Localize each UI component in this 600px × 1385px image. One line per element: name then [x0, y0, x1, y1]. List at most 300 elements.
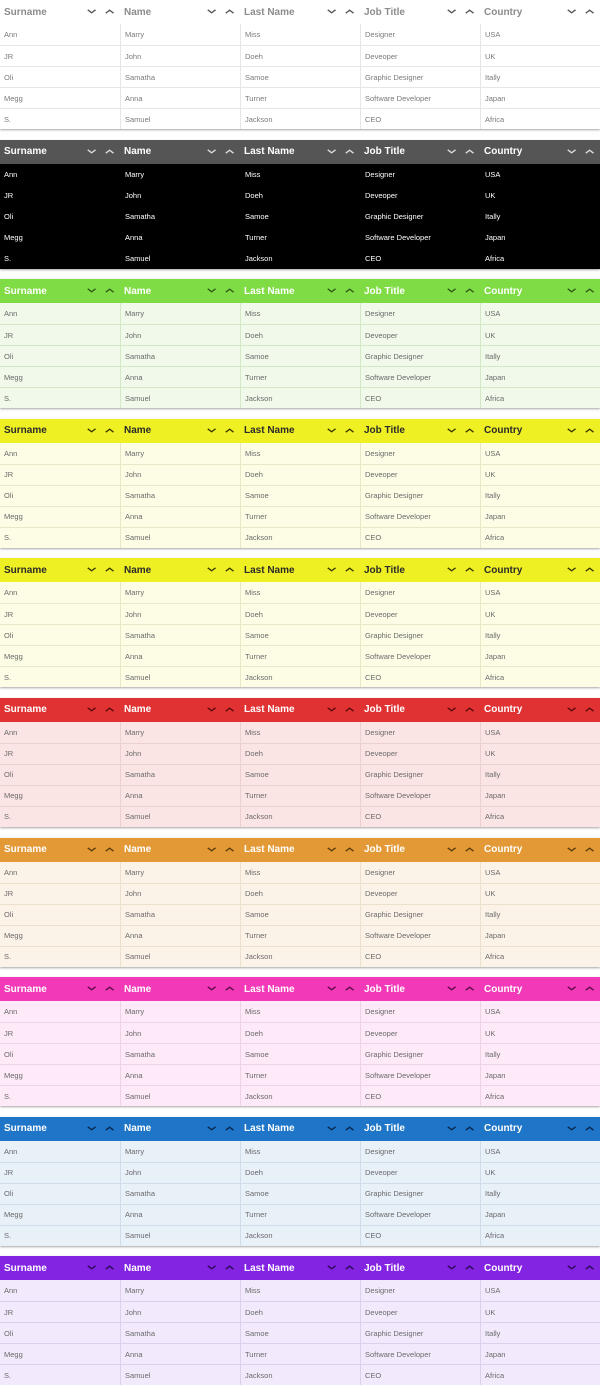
column-header-last-name[interactable] — [240, 558, 360, 582]
table-cell-job-title: Deveoper — [360, 744, 480, 764]
column-header-last-name[interactable] — [240, 1117, 360, 1141]
column-header-name[interactable] — [120, 419, 240, 443]
chevron-down-icon[interactable] — [562, 1124, 580, 1134]
table-body — [0, 24, 600, 129]
column-header-label: Job Title — [364, 285, 405, 297]
chevron-down-icon[interactable] — [322, 845, 340, 855]
table-cell-surname: Ann — [4, 867, 18, 877]
column-header-country[interactable] — [480, 279, 600, 303]
column-header-last-name[interactable] — [240, 419, 360, 443]
table-row[interactable] — [0, 1364, 600, 1385]
chevron-up-icon[interactable] — [100, 845, 118, 855]
table-row[interactable] — [0, 1064, 600, 1085]
chevron-down-icon[interactable] — [442, 565, 460, 575]
chevron-down-icon[interactable] — [202, 1263, 220, 1273]
table-cell-country: Africa — [480, 1226, 600, 1246]
table-cell-last-name: Doeh — [240, 186, 360, 206]
table-row[interactable] — [0, 227, 600, 248]
column-header-label: Job Title — [364, 1262, 405, 1274]
chevron-up-icon[interactable] — [100, 7, 118, 17]
column-header-job-title[interactable] — [360, 279, 480, 303]
chevron-down-icon[interactable] — [82, 1124, 100, 1134]
column-header-name[interactable] — [120, 698, 240, 722]
table-row[interactable] — [0, 1322, 600, 1343]
table-row[interactable] — [0, 806, 600, 827]
chevron-up-icon[interactable] — [100, 565, 118, 575]
chevron-down-icon[interactable] — [322, 1263, 340, 1273]
table-cell-name: Anna — [120, 926, 240, 946]
table-cell-name: Samuel — [120, 1086, 240, 1106]
chevron-up-icon[interactable] — [580, 845, 598, 855]
column-header-surname[interactable] — [0, 698, 120, 722]
chevron-up-icon[interactable] — [580, 286, 598, 296]
chevron-up-icon[interactable] — [580, 1124, 598, 1134]
table-row[interactable] — [0, 743, 600, 764]
table-cell-country: USA — [480, 443, 600, 464]
chevron-up-icon[interactable] — [220, 984, 238, 994]
table-cell-job-title: Graphic Designer — [360, 905, 480, 925]
column-header-country[interactable] — [480, 0, 600, 24]
column-header-job-title[interactable] — [360, 977, 480, 1001]
table-cell-country: Itally — [480, 905, 600, 925]
column-header-surname[interactable] — [0, 1117, 120, 1141]
table-cell-country: USA — [480, 862, 600, 883]
chevron-down-icon[interactable] — [82, 426, 100, 436]
table-row[interactable] — [0, 1043, 600, 1064]
data-table-purple — [0, 1256, 600, 1385]
table-cell-last-name: Turner — [240, 367, 360, 387]
column-header-surname[interactable] — [0, 0, 120, 24]
table-row[interactable] — [0, 527, 600, 548]
column-header-last-name[interactable] — [240, 838, 360, 862]
chevron-down-icon[interactable] — [562, 565, 580, 575]
chevron-up-icon[interactable] — [340, 705, 358, 715]
table-cell-last-name: Jackson — [240, 109, 360, 129]
chevron-down-icon[interactable] — [442, 286, 460, 296]
table-row[interactable] — [0, 1343, 600, 1364]
table-row[interactable] — [0, 108, 600, 129]
table-cell-surname: JR — [4, 1168, 14, 1178]
chevron-up-icon[interactable] — [100, 147, 118, 157]
chevron-down-icon[interactable] — [202, 7, 220, 17]
table-cell-name: John — [120, 186, 240, 206]
chevron-down-icon[interactable] — [202, 705, 220, 715]
table-cell-country: Japan — [480, 926, 600, 946]
table-body — [0, 1001, 600, 1106]
table-cell-country: Japan — [480, 367, 600, 387]
table-body — [0, 164, 600, 269]
column-header-label: Country — [484, 6, 523, 18]
column-header-surname[interactable] — [0, 279, 120, 303]
table-row[interactable] — [0, 206, 600, 227]
table-row[interactable] — [0, 925, 600, 946]
table-cell-last-name: Jackson — [240, 1365, 360, 1385]
table-row[interactable] — [0, 1001, 600, 1022]
table-cell-country: UK — [480, 1163, 600, 1183]
table-row[interactable] — [0, 1141, 600, 1162]
table-row[interactable] — [0, 1301, 600, 1322]
chevron-up-icon[interactable] — [580, 705, 598, 715]
table-cell-name: Anna — [120, 646, 240, 666]
column-header-label: Job Title — [364, 983, 405, 995]
table-row[interactable] — [0, 603, 600, 624]
chevron-down-icon[interactable] — [322, 7, 340, 17]
chevron-up-icon[interactable] — [340, 147, 358, 157]
table-row[interactable] — [0, 443, 600, 464]
column-header-country[interactable] — [480, 838, 600, 862]
table-cell-country: Japan — [480, 507, 600, 527]
chevron-down-icon[interactable] — [442, 984, 460, 994]
chevron-up-icon[interactable] — [220, 705, 238, 715]
chevron-down-icon[interactable] — [82, 147, 100, 157]
table-row[interactable] — [0, 624, 600, 645]
column-header-last-name[interactable] — [240, 1256, 360, 1280]
chevron-down-icon[interactable] — [562, 7, 580, 17]
table-cell-name: John — [120, 604, 240, 624]
column-header-label: Last Name — [244, 704, 295, 716]
column-header-label: Country — [484, 844, 523, 856]
table-row[interactable] — [0, 324, 600, 345]
chevron-down-icon[interactable] — [322, 426, 340, 436]
table-row[interactable] — [0, 387, 600, 408]
column-header-last-name[interactable] — [240, 977, 360, 1001]
column-header-job-title[interactable] — [360, 698, 480, 722]
table-cell-last-name: Samoe — [240, 346, 360, 366]
chevron-down-icon[interactable] — [322, 984, 340, 994]
table-row[interactable] — [0, 722, 600, 743]
table-cell-surname: Megg — [4, 512, 23, 522]
column-header-country[interactable] — [480, 1117, 600, 1141]
table-row[interactable] — [0, 485, 600, 506]
data-table-blue — [0, 1117, 600, 1246]
table-cell-job-title: Deveoper — [360, 325, 480, 345]
table-cell-job-title: Deveoper — [360, 46, 480, 66]
chevron-down-icon[interactable] — [82, 1263, 100, 1273]
chevron-up-icon[interactable] — [580, 565, 598, 575]
chevron-down-icon[interactable] — [82, 984, 100, 994]
chevron-up-icon[interactable] — [100, 426, 118, 436]
column-header-name[interactable] — [120, 558, 240, 582]
table-cell-job-title: Graphic Designer — [360, 625, 480, 645]
table-row[interactable] — [0, 1183, 600, 1204]
table-row[interactable] — [0, 87, 600, 108]
chevron-up-icon[interactable] — [460, 1124, 478, 1134]
data-table-pink — [0, 977, 600, 1106]
table-cell-name: Samatha — [120, 1323, 240, 1343]
table-cell-surname: Oli — [4, 72, 14, 82]
column-header-job-title[interactable] — [360, 0, 480, 24]
column-header-surname[interactable] — [0, 140, 120, 164]
table-row[interactable] — [0, 883, 600, 904]
chevron-down-icon[interactable] — [82, 845, 100, 855]
table-cell-last-name: Samoe — [240, 1044, 360, 1064]
chevron-up-icon[interactable] — [460, 286, 478, 296]
table-cell-country: Africa — [480, 109, 600, 129]
column-header-job-title[interactable] — [360, 1256, 480, 1280]
table-cell-surname: S. — [4, 1370, 12, 1380]
chevron-down-icon[interactable] — [562, 286, 580, 296]
column-header-country[interactable] — [480, 140, 600, 164]
table-cell-job-title: Designer — [360, 582, 480, 603]
chevron-down-icon[interactable] — [562, 426, 580, 436]
table-cell-surname: S. — [4, 672, 12, 682]
table-cell-job-title: Designer — [360, 24, 480, 45]
table-row[interactable] — [0, 785, 600, 806]
column-header-job-title[interactable] — [360, 558, 480, 582]
column-header-label: Job Title — [364, 6, 405, 18]
table-cell-last-name: Miss — [240, 1141, 360, 1162]
chevron-up-icon[interactable] — [340, 286, 358, 296]
column-header-label: Country — [484, 1262, 523, 1274]
table-cell-name: Anna — [120, 228, 240, 248]
chevron-down-icon[interactable] — [562, 984, 580, 994]
column-header-country[interactable] — [480, 698, 600, 722]
table-cell-surname: Oli — [4, 1328, 14, 1338]
column-header-last-name[interactable] — [240, 140, 360, 164]
chevron-up-icon[interactable] — [580, 1263, 598, 1273]
table-row[interactable] — [0, 862, 600, 883]
column-header-job-title[interactable] — [360, 1117, 480, 1141]
table-cell-job-title: Graphic Designer — [360, 486, 480, 506]
table-cell-name: John — [120, 325, 240, 345]
chevron-down-icon[interactable] — [202, 426, 220, 436]
table-cell-name: Anna — [120, 1065, 240, 1085]
chevron-down-icon[interactable] — [322, 147, 340, 157]
column-header-last-name[interactable] — [240, 698, 360, 722]
chevron-down-icon[interactable] — [82, 286, 100, 296]
chevron-up-icon[interactable] — [220, 426, 238, 436]
table-cell-name: Samatha — [120, 625, 240, 645]
chevron-down-icon[interactable] — [442, 705, 460, 715]
table-row[interactable] — [0, 1085, 600, 1106]
table-cell-job-title: Software Developer — [360, 786, 480, 806]
table-cell-last-name: Jackson — [240, 667, 360, 687]
chevron-up-icon[interactable] — [220, 7, 238, 17]
chevron-up-icon[interactable] — [340, 7, 358, 17]
chevron-up-icon[interactable] — [100, 1263, 118, 1273]
table-row[interactable] — [0, 1162, 600, 1183]
chevron-up-icon[interactable] — [460, 147, 478, 157]
chevron-up-icon[interactable] — [460, 426, 478, 436]
table-cell-name: Samuel — [120, 947, 240, 967]
chevron-up-icon[interactable] — [460, 845, 478, 855]
chevron-down-icon[interactable] — [202, 147, 220, 157]
table-cell-last-name: Doeh — [240, 465, 360, 485]
table-cell-name: Anna — [120, 367, 240, 387]
table-cell-job-title: Designer — [360, 303, 480, 324]
table-row[interactable] — [0, 506, 600, 527]
table-body — [0, 722, 600, 827]
chevron-down-icon[interactable] — [562, 1263, 580, 1273]
table-cell-job-title: Designer — [360, 443, 480, 464]
chevron-down-icon[interactable] — [322, 286, 340, 296]
table-cell-surname: Oli — [4, 1189, 14, 1199]
chevron-down-icon[interactable] — [442, 1263, 460, 1273]
table-row[interactable] — [0, 1280, 600, 1301]
table-header — [0, 698, 600, 722]
table-cell-country: UK — [480, 46, 600, 66]
chevron-up-icon[interactable] — [460, 7, 478, 17]
column-header-country[interactable] — [480, 977, 600, 1001]
chevron-up-icon[interactable] — [220, 147, 238, 157]
chevron-up-icon[interactable] — [220, 286, 238, 296]
chevron-up-icon[interactable] — [580, 147, 598, 157]
chevron-down-icon[interactable] — [202, 845, 220, 855]
chevron-down-icon[interactable] — [562, 705, 580, 715]
table-cell-job-title: Deveoper — [360, 604, 480, 624]
table-cell-surname: JR — [4, 889, 14, 899]
table-row[interactable] — [0, 45, 600, 66]
chevron-up-icon[interactable] — [460, 705, 478, 715]
table-cell-surname: Megg — [4, 651, 23, 661]
table-row[interactable] — [0, 66, 600, 87]
column-header-surname[interactable] — [0, 1256, 120, 1280]
table-row[interactable] — [0, 185, 600, 206]
table-cell-last-name: Doeh — [240, 1023, 360, 1043]
table-cell-name: Samuel — [120, 528, 240, 548]
table-cell-last-name: Jackson — [240, 807, 360, 827]
column-header-last-name[interactable] — [240, 279, 360, 303]
chevron-up-icon[interactable] — [460, 984, 478, 994]
chevron-up-icon[interactable] — [580, 426, 598, 436]
table-header — [0, 1256, 600, 1280]
chevron-down-icon[interactable] — [82, 565, 100, 575]
table-row[interactable] — [0, 582, 600, 603]
column-header-name[interactable] — [120, 1256, 240, 1280]
table-row[interactable] — [0, 464, 600, 485]
chevron-down-icon[interactable] — [442, 147, 460, 157]
chevron-up-icon[interactable] — [340, 426, 358, 436]
table-row[interactable] — [0, 366, 600, 387]
chevron-down-icon[interactable] — [322, 565, 340, 575]
column-header-surname[interactable] — [0, 419, 120, 443]
column-header-country[interactable] — [480, 419, 600, 443]
chevron-up-icon[interactable] — [220, 1124, 238, 1134]
chevron-up-icon[interactable] — [340, 1124, 358, 1134]
chevron-up-icon[interactable] — [460, 565, 478, 575]
column-header-name[interactable] — [120, 1117, 240, 1141]
chevron-down-icon[interactable] — [562, 147, 580, 157]
table-cell-surname: Oli — [4, 212, 14, 222]
column-header-surname[interactable] — [0, 558, 120, 582]
table-cell-job-title: Designer — [360, 1001, 480, 1022]
table-cell-last-name: Turner — [240, 228, 360, 248]
column-header-label: Surname — [4, 704, 47, 716]
chevron-down-icon[interactable] — [562, 845, 580, 855]
chevron-down-icon[interactable] — [202, 984, 220, 994]
table-cell-last-name: Doeh — [240, 884, 360, 904]
chevron-up-icon[interactable] — [340, 1263, 358, 1273]
chevron-up-icon[interactable] — [460, 1263, 478, 1273]
chevron-down-icon[interactable] — [442, 1124, 460, 1134]
table-cell-country: Itally — [480, 625, 600, 645]
column-header-name[interactable] — [120, 279, 240, 303]
column-header-surname[interactable] — [0, 838, 120, 862]
column-header-name[interactable] — [120, 0, 240, 24]
table-row[interactable] — [0, 345, 600, 366]
table-cell-country: Itally — [480, 1044, 600, 1064]
table-row[interactable] — [0, 248, 600, 269]
column-header-name[interactable] — [120, 838, 240, 862]
column-header-name[interactable] — [120, 977, 240, 1001]
table-header — [0, 419, 600, 443]
table-row[interactable] — [0, 164, 600, 185]
chevron-up-icon[interactable] — [100, 984, 118, 994]
table-row[interactable] — [0, 1225, 600, 1246]
column-header-country[interactable] — [480, 1256, 600, 1280]
chevron-down-icon[interactable] — [442, 426, 460, 436]
table-row[interactable] — [0, 666, 600, 687]
table-cell-job-title: Software Developer — [360, 1205, 480, 1225]
table-cell-surname: Megg — [4, 1210, 23, 1220]
chevron-up-icon[interactable] — [100, 1124, 118, 1134]
table-row[interactable] — [0, 1022, 600, 1043]
chevron-down-icon[interactable] — [322, 1124, 340, 1134]
chevron-up-icon[interactable] — [100, 286, 118, 296]
table-row[interactable] — [0, 645, 600, 666]
chevron-down-icon[interactable] — [82, 705, 100, 715]
table-cell-name: Marry — [120, 303, 240, 324]
chevron-down-icon[interactable] — [442, 845, 460, 855]
table-row[interactable] — [0, 303, 600, 324]
table-row[interactable] — [0, 764, 600, 785]
chevron-down-icon[interactable] — [202, 565, 220, 575]
column-header-job-title[interactable] — [360, 140, 480, 164]
chevron-down-icon[interactable] — [442, 7, 460, 17]
column-header-country[interactable] — [480, 558, 600, 582]
chevron-up-icon[interactable] — [220, 1263, 238, 1273]
column-header-name[interactable] — [120, 140, 240, 164]
chevron-up-icon[interactable] — [580, 984, 598, 994]
table-cell-surname: JR — [4, 1307, 14, 1317]
column-header-label: Name — [124, 6, 152, 18]
table-cell-name: Samuel — [120, 807, 240, 827]
chevron-up-icon[interactable] — [580, 7, 598, 17]
chevron-up-icon[interactable] — [340, 984, 358, 994]
table-cell-surname: S. — [4, 812, 12, 822]
table-cell-job-title: Software Developer — [360, 88, 480, 108]
table-cell-job-title: Graphic Designer — [360, 67, 480, 87]
table-row[interactable] — [0, 946, 600, 967]
table-cell-country: Africa — [480, 807, 600, 827]
column-header-label: Name — [124, 704, 152, 716]
table-cell-surname: Oli — [4, 351, 14, 361]
chevron-down-icon[interactable] — [202, 286, 220, 296]
chevron-down-icon[interactable] — [82, 7, 100, 17]
chevron-up-icon[interactable] — [220, 845, 238, 855]
table-cell-country: Africa — [480, 947, 600, 967]
chevron-down-icon[interactable] — [202, 1124, 220, 1134]
column-header-job-title[interactable] — [360, 419, 480, 443]
chevron-up-icon[interactable] — [100, 705, 118, 715]
table-row[interactable] — [0, 24, 600, 45]
chevron-up-icon[interactable] — [340, 565, 358, 575]
table-cell-job-title: CEO — [360, 1086, 480, 1106]
chevron-up-icon[interactable] — [340, 845, 358, 855]
table-row[interactable] — [0, 1204, 600, 1225]
chevron-down-icon[interactable] — [322, 705, 340, 715]
column-header-label: Name — [124, 1123, 152, 1135]
table-cell-last-name: Miss — [240, 582, 360, 603]
table-cell-name: Marry — [120, 1280, 240, 1301]
column-header-job-title[interactable] — [360, 838, 480, 862]
data-table-green — [0, 279, 600, 408]
column-header-last-name[interactable] — [240, 0, 360, 24]
chevron-up-icon[interactable] — [220, 565, 238, 575]
column-header-surname[interactable] — [0, 977, 120, 1001]
table-row[interactable] — [0, 904, 600, 925]
column-header-label: Last Name — [244, 6, 295, 18]
